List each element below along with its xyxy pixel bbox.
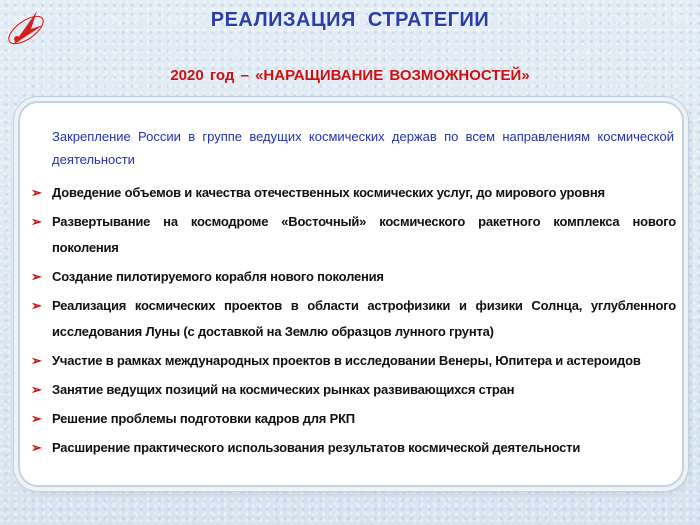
- arrow-bullet-icon: ➢: [31, 269, 42, 284]
- list-item-text: Реализация космических проектов в области астрофизики и физики Солнца, углубленного исследования Луны (с доставкой на Землю образцов лунного грунта): [52, 298, 676, 339]
- arrow-bullet-icon: ➢: [31, 411, 42, 426]
- list-item: [31, 348, 676, 374]
- list-item-text: Доведение объемов и качества отечественных космических услуг, до мирового уровня: [52, 185, 605, 200]
- list-item: [31, 406, 676, 432]
- goals-list: [31, 180, 676, 464]
- arrow-bullet-icon: ➢: [31, 185, 42, 200]
- list-item-text: Участие в рамках международных проектов в исследовании Венеры, Юпитера и астероидов: [52, 353, 641, 368]
- list-item-text: Создание пилотируемого корабля нового поколения: [52, 269, 384, 284]
- list-item: [31, 180, 676, 206]
- list-item: [31, 209, 676, 261]
- slide-subtitle: 2020 год – «НАРАЩИВАНИЕ ВОЗМОЖНОСТЕЙ»: [170, 67, 530, 84]
- arrow-bullet-icon: ➢: [31, 440, 42, 455]
- arrow-bullet-icon: ➢: [31, 298, 42, 313]
- list-item: [31, 435, 676, 461]
- list-item-text: Решение проблемы подготовки кадров для РКП: [52, 411, 355, 426]
- slide-title: РЕАЛИЗАЦИЯ СТРАТЕГИИ: [210, 9, 490, 31]
- lead-statement: Закрепление России в группе ведущих космических держав по всем направлениям космической деятельности: [52, 129, 674, 167]
- list-item-text: Расширение практического использования результатов космической деятельности: [52, 440, 581, 455]
- list-item: [31, 377, 676, 403]
- arrow-bullet-icon: ➢: [31, 353, 42, 368]
- list-item: [31, 293, 676, 345]
- list-item: [31, 264, 676, 290]
- arrow-bullet-icon: ➢: [31, 214, 42, 229]
- list-item-text: Развертывание на космодроме «Восточный» космического ракетного комплекса нового поколения: [52, 214, 676, 255]
- arrow-bullet-icon: ➢: [31, 382, 42, 397]
- list-item-text: Занятие ведущих позиций на космических рынках развивающихся стран: [52, 382, 515, 397]
